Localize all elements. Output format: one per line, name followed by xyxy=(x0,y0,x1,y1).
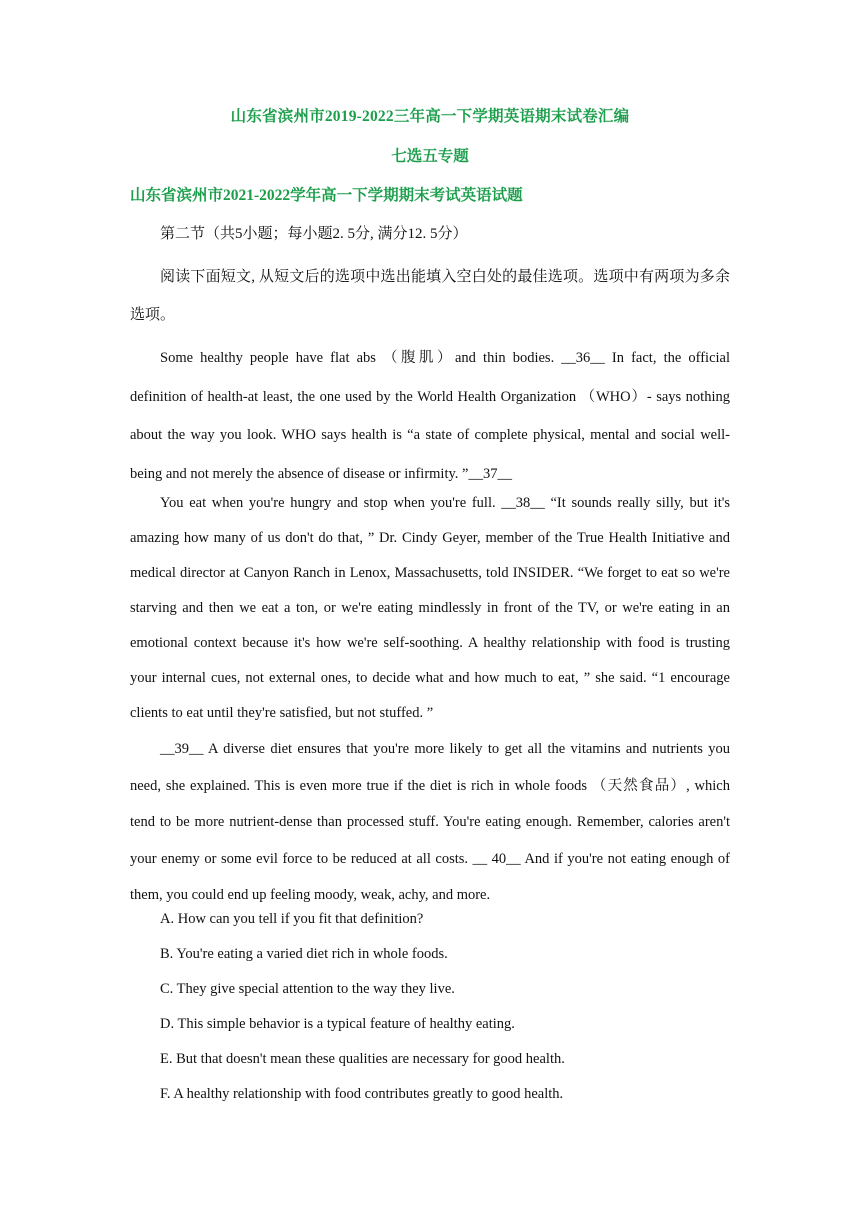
passage-paragraph-3: __39__ A diverse diet ensures that you're more likely to get all the vitamins and nutrients you need, she explained. This is even more true if the diet is rich in whole foods （天然食品）, which tend to be more nutrient-dense than processed stuff. You're eating enough. Remember, calories aren't your enemy or some evil force to be reduced at all costs. __ 40__ And if you're not eating enough of them, you could end up feeling moody, weak, achy, and more. xyxy=(130,741,730,903)
section-note: 第二节（共5小题；每小题2. 5分, 满分12. 5分） xyxy=(160,226,468,242)
option-d: D. This simple behavior is a typical feature of healthy eating. xyxy=(160,1016,515,1032)
document-title: 山东省滨州市2019-2022三年高一下学期英语期末试卷汇编 xyxy=(230,108,630,125)
passage-paragraph-2: You eat when you're hungry and stop when you're full. __38__ “It sounds really silly, but it's amazing how many of us don't do that, ” Dr. Cindy Geyer, member of the True Health Initiative and medical director at Canyon Ranch in Lenox, Massachusetts, told INSIDER. “We forget to eat so we're starving and then we eat a ton, or we're eating mindlessly in front of the TV, or we're eating in an emotional context because it's how we're self-soothing. A healthy relationship with food is trusting your internal cues, not external ones, to decide what and how much to eat, ” she said. “1 encourage clients to eat until they're satisfied, but not stuffed. ” xyxy=(130,495,730,721)
option-f: F. A healthy relationship with food contributes greatly to good health. xyxy=(160,1086,564,1102)
section-heading: 山东省滨州市2021-2022学年高一下学期期末考试英语试题 xyxy=(130,187,523,204)
instructions-text: 阅读下面短文, 从短文后的选项中选出能填入空白处的最佳选项。选项中有两项为多余选项。 xyxy=(130,269,730,323)
passage-paragraph-1: Some healthy people have flat abs （腹肌）and thin bodies. __36__ In fact, the official definition of health-at least, the one used by the World Health Organization （WHO）- says nothing about the way you look. WHO says health is “a state of complete physical, mental and social well-being and not merely the absence of disease or infirmity. ”__37__ xyxy=(130,350,730,482)
document-subtitle: 七选五专题 xyxy=(391,148,469,165)
option-b: B. You're eating a varied diet rich in whole foods. xyxy=(160,946,448,962)
option-c: C. They give special attention to the way they live. xyxy=(160,981,455,997)
option-a: A. How can you tell if you fit that definition? xyxy=(160,911,424,927)
option-e: E. But that doesn't mean these qualities are necessary for good health. xyxy=(160,1051,565,1067)
